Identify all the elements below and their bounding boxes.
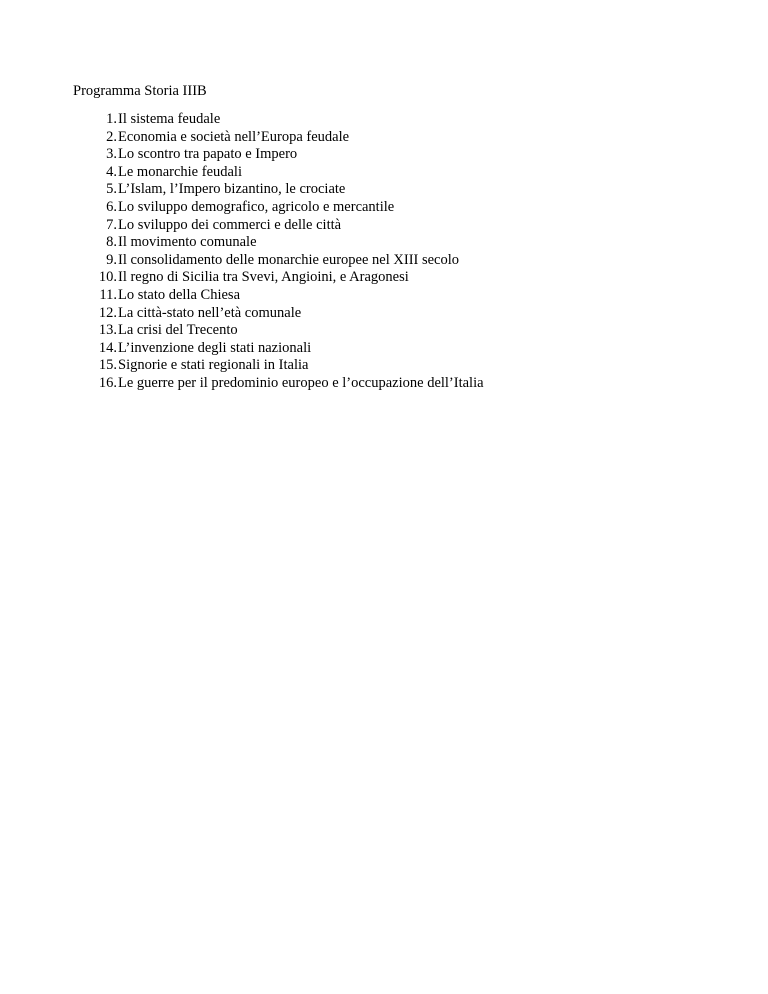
list-item-number: 3. xyxy=(106,146,117,163)
list-item-label: Il consolidamento delle monarchie europee nel XIII secolo xyxy=(118,251,460,268)
list-item xyxy=(73,199,484,217)
list-item-number: 9. xyxy=(106,251,117,268)
list-item-number: 1. xyxy=(106,111,117,127)
list-item xyxy=(73,357,484,375)
list-item-label: L’invenzione degli stati nazionali xyxy=(118,339,312,356)
list-item-label: Lo sviluppo demografico, agricolo e mercantile xyxy=(118,198,395,215)
list-item xyxy=(73,269,484,287)
list-item-number: 11. xyxy=(99,286,117,303)
list-item-label: Il regno di Sicilia tra Svevi, Angioini, e Aragonesi xyxy=(118,269,409,286)
list-item-number: 16. xyxy=(98,374,117,391)
list-item xyxy=(73,146,484,164)
list-item xyxy=(73,217,484,235)
list-item xyxy=(73,164,484,182)
list-item xyxy=(73,375,484,393)
list-item-number: 12. xyxy=(98,304,117,321)
list-item-number: 7. xyxy=(106,216,117,233)
list-item-number: 8. xyxy=(106,234,117,251)
topic-list xyxy=(73,111,484,393)
list-item xyxy=(73,234,484,252)
list-item-label: L’Islam, l’Impero bizantino, le crociate xyxy=(118,181,346,198)
list-item-label: Il movimento comunale xyxy=(118,234,257,251)
list-item-number: 10. xyxy=(98,269,117,286)
list-item-number: 4. xyxy=(106,163,117,180)
list-item-number: 2. xyxy=(106,128,117,145)
list-item xyxy=(73,252,484,270)
list-item-number: 6. xyxy=(106,198,117,215)
list-item xyxy=(73,129,484,147)
list-item-number: 13. xyxy=(98,322,117,339)
list-item-label: Le monarchie feudali xyxy=(118,163,242,180)
list-item xyxy=(73,305,484,323)
list-item-label: Lo scontro tra papato e Impero xyxy=(118,146,298,163)
list-item-label: La crisi del Trecento xyxy=(118,322,238,339)
document-title: Programma Storia IIIB xyxy=(73,83,207,99)
list-item xyxy=(73,111,484,129)
list-item xyxy=(73,181,484,199)
list-item-label: Lo stato della Chiesa xyxy=(118,286,241,303)
list-item-label: Lo sviluppo dei commerci e delle città xyxy=(118,216,342,233)
list-item-number: 15. xyxy=(98,357,117,374)
list-item-label: La città-stato nell’età comunale xyxy=(118,304,302,321)
list-item-label: Le guerre per il predominio europeo e l’occupazione dell’Italia xyxy=(118,374,484,391)
list-item xyxy=(73,340,484,358)
list-item-number: 5. xyxy=(106,181,117,198)
list-item xyxy=(73,322,484,340)
list-item-label: Economia e società nell’Europa feudale xyxy=(118,128,350,145)
list-item-number: 14. xyxy=(98,339,117,356)
list-item-label: Signorie e stati regionali in Italia xyxy=(118,357,309,374)
list-item xyxy=(73,287,484,305)
list-item-label: Il sistema feudale xyxy=(118,111,221,127)
